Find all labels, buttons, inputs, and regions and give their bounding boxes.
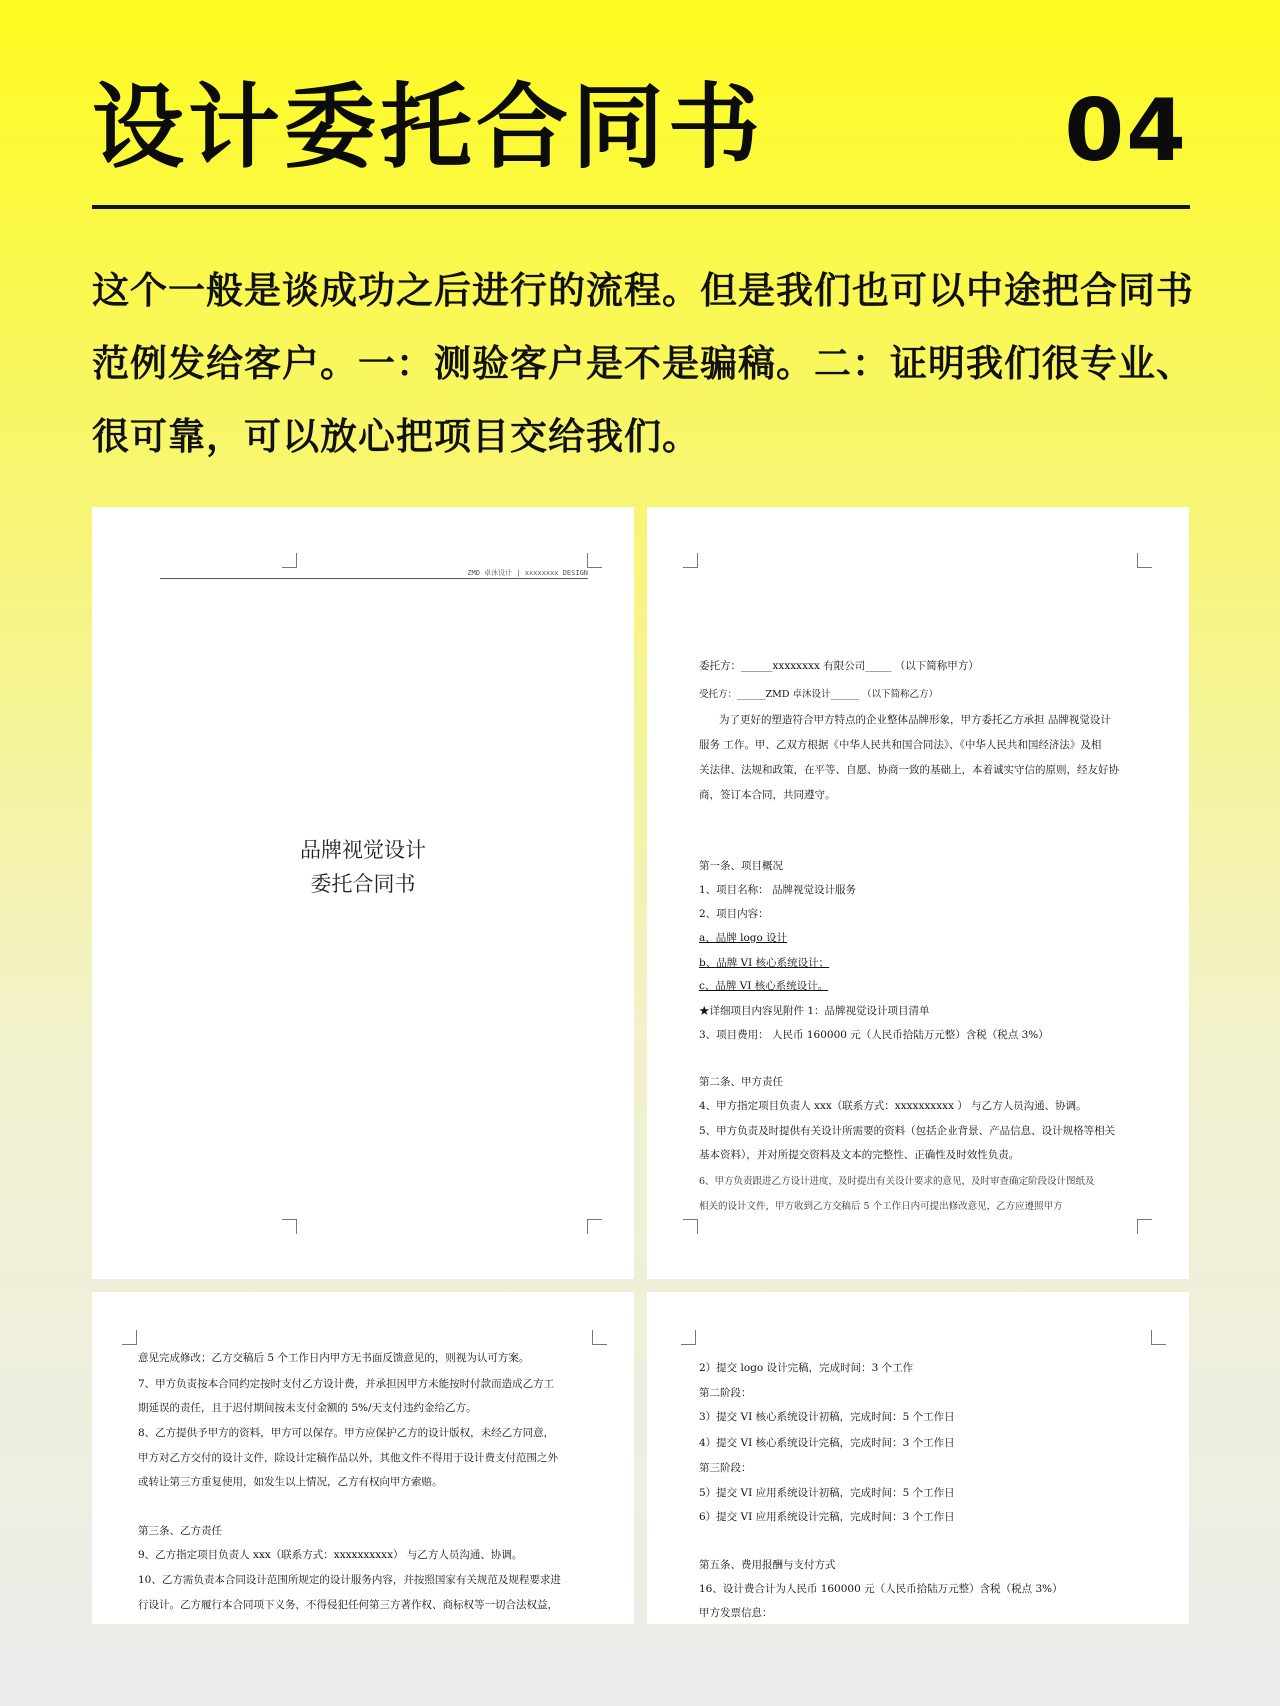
page-header-text: ZMD 卓沐设计 | xxxxxxxx DESIGN xyxy=(467,569,588,577)
doc-section-heading: 第三条、乙方责任 xyxy=(138,1525,222,1537)
crop-mark xyxy=(681,1330,696,1345)
doc-line: 服务 工作。甲、乙双方根据《中华人民共和国合同法》、《中华人民共和国经济法》及相 xyxy=(699,739,1102,751)
document-page-cover xyxy=(92,507,634,1279)
doc-line: 为了更好的塑造符合甲方特点的企业整体品牌形象，甲方委托乙方承担 品牌视觉设计 xyxy=(719,714,1111,726)
doc-line: 关法律、法规和政策，在平等、自愿、协商一致的基础上，本着诚实守信的原则，经友好协 xyxy=(699,764,1119,776)
crop-mark xyxy=(282,1219,297,1234)
crop-mark xyxy=(282,553,297,568)
doc-line: 4、甲方指定项目负责人 xxx（联系方式：xxxxxxxxxx ） 与乙方人员沟通、协调。 xyxy=(699,1100,1087,1112)
doc-line: 受托方：______ZMD 卓沐设计______ （以下简称乙方） xyxy=(699,689,938,700)
page-number: 04 xyxy=(1064,81,1188,181)
doc-line: 1、项目名称： 品牌视觉设计服务 xyxy=(699,884,857,896)
doc-line: 行设计。乙方履行本合同项下义务，不得侵犯任何第三方著作权、商标权等一切合法权益， xyxy=(138,1599,558,1611)
intro-paragraph: 这个一般是谈成功之后进行的流程。但是我们也可以中途把合同书范例发给客户。一：测验客户是不是骗稿。二：证明我们很专业、很可靠，可以放心把项目交给我们。 xyxy=(92,269,1194,458)
doc-section-heading: 第一条、项目概况 xyxy=(699,860,783,872)
doc-line: 意见完成修改；乙方交稿后 5 个工作日内甲方无书面反馈意见的，则视为认可方案。 xyxy=(138,1352,530,1364)
doc-line: 6、甲方负责跟进乙方设计进度，及时提出有关设计要求的意见，及时审查确定阶段设计图纸及 xyxy=(699,1176,1095,1187)
doc-line: 商，签订本合同，共同遵守。 xyxy=(699,789,836,801)
doc-line: 6）提交 VI 应用系统设计完稿，完成时间：3 个工作日 xyxy=(699,1511,955,1523)
doc-line: 第二阶段： xyxy=(699,1387,752,1399)
doc-line: 7、甲方负责按本合同约定按时支付乙方设计费，并承担因甲方未能按时付款而造成乙方工 xyxy=(138,1378,555,1390)
doc-section-heading: 第二条、甲方责任 xyxy=(699,1076,783,1088)
doc-line: 10、乙方需负责本合同设计范围所规定的设计服务内容，并按照国家有关规范及规程要求进 xyxy=(138,1574,561,1586)
crop-mark xyxy=(1137,553,1152,568)
crop-mark xyxy=(587,553,602,568)
doc-line: 5、甲方负责及时提供有关设计所需要的资料（包括企业背景、产品信息、设计规格等相关 xyxy=(699,1125,1116,1137)
doc-line: 8、乙方提供予甲方的资料，甲方可以保存。甲方应保护乙方的设计版权，未经乙方同意， xyxy=(138,1427,555,1439)
doc-line: 相关的设计文件，甲方收到乙方交稿后 5 个工作日内可提出修改意见，乙方应遵照甲方 xyxy=(699,1201,1063,1212)
doc-line: c、品牌 VI 核心系统设计。 xyxy=(699,980,829,992)
doc-section-heading: 第五条、费用报酬与支付方式 xyxy=(699,1559,836,1571)
doc-line: 2、项目内容： xyxy=(699,908,769,920)
doc-line: 基本资料），并对所提交资料及文本的完整性、正确性及时效性负责。 xyxy=(699,1149,1020,1161)
doc-line: 第三阶段： xyxy=(699,1462,752,1474)
crop-mark xyxy=(1151,1330,1166,1345)
crop-mark xyxy=(587,1219,602,1234)
crop-mark xyxy=(122,1330,137,1345)
doc-line: 2）提交 logo 设计完稿，完成时间：3 个工作 xyxy=(699,1362,914,1374)
crop-mark xyxy=(1137,1219,1152,1234)
document-page-4 xyxy=(647,1292,1189,1624)
doc-line: a、品牌 logo 设计 xyxy=(699,932,788,944)
doc-line: 4）提交 VI 核心系统设计完稿，完成时间：3 个工作日 xyxy=(699,1437,955,1449)
title-divider xyxy=(92,205,1190,209)
doc-line: 甲方发票信息： xyxy=(699,1607,773,1619)
doc-line: 委托方：______xxxxxxxx 有限公司_____ （以下简称甲方） xyxy=(699,660,979,672)
crop-mark xyxy=(683,1219,698,1234)
crop-mark xyxy=(683,553,698,568)
doc-line: 期延误的责任，且于迟付期间按未支付金额的 5%/天支付违约金给乙方。 xyxy=(138,1402,477,1414)
cover-title-line1: 品牌视觉设计 xyxy=(300,838,426,862)
doc-line: 或转让第三方重复使用，如发生以上情况，乙方有权向甲方索赔。 xyxy=(138,1476,443,1488)
page-title: 设计委托合同书 xyxy=(92,74,765,181)
doc-line: 5）提交 VI 应用系统设计初稿，完成时间：5 个工作日 xyxy=(699,1487,955,1499)
doc-line: 9、乙方指定项目负责人 xxx（联系方式：xxxxxxxxxx） 与乙方人员沟通、协调。 xyxy=(138,1549,523,1561)
document-page-2 xyxy=(647,507,1189,1279)
doc-line: 3、项目费用： 人民币 160000 元（人民币拾陆万元整）含税（税点 3%） xyxy=(699,1029,1049,1041)
crop-mark xyxy=(592,1330,607,1345)
doc-line: 16、设计费合计为人民币 160000 元（人民币拾陆万元整）含税（税点 3%） xyxy=(699,1583,1063,1595)
doc-line: b、品牌 VI 核心系统设计； xyxy=(699,957,830,969)
cover-title-line2: 委托合同书 xyxy=(310,872,416,896)
doc-line: 甲方对乙方交付的设计文件，除设计定稿作品以外，其他文件不得用于设计费支付范围之外 xyxy=(138,1452,558,1464)
page-header-rule xyxy=(160,578,588,579)
document-page-3 xyxy=(92,1292,634,1624)
doc-line: 3）提交 VI 核心系统设计初稿，完成时间：5 个工作日 xyxy=(699,1411,955,1423)
doc-line: ★详细项目内容见附件 1：品牌视觉设计项目清单 xyxy=(699,1005,930,1017)
